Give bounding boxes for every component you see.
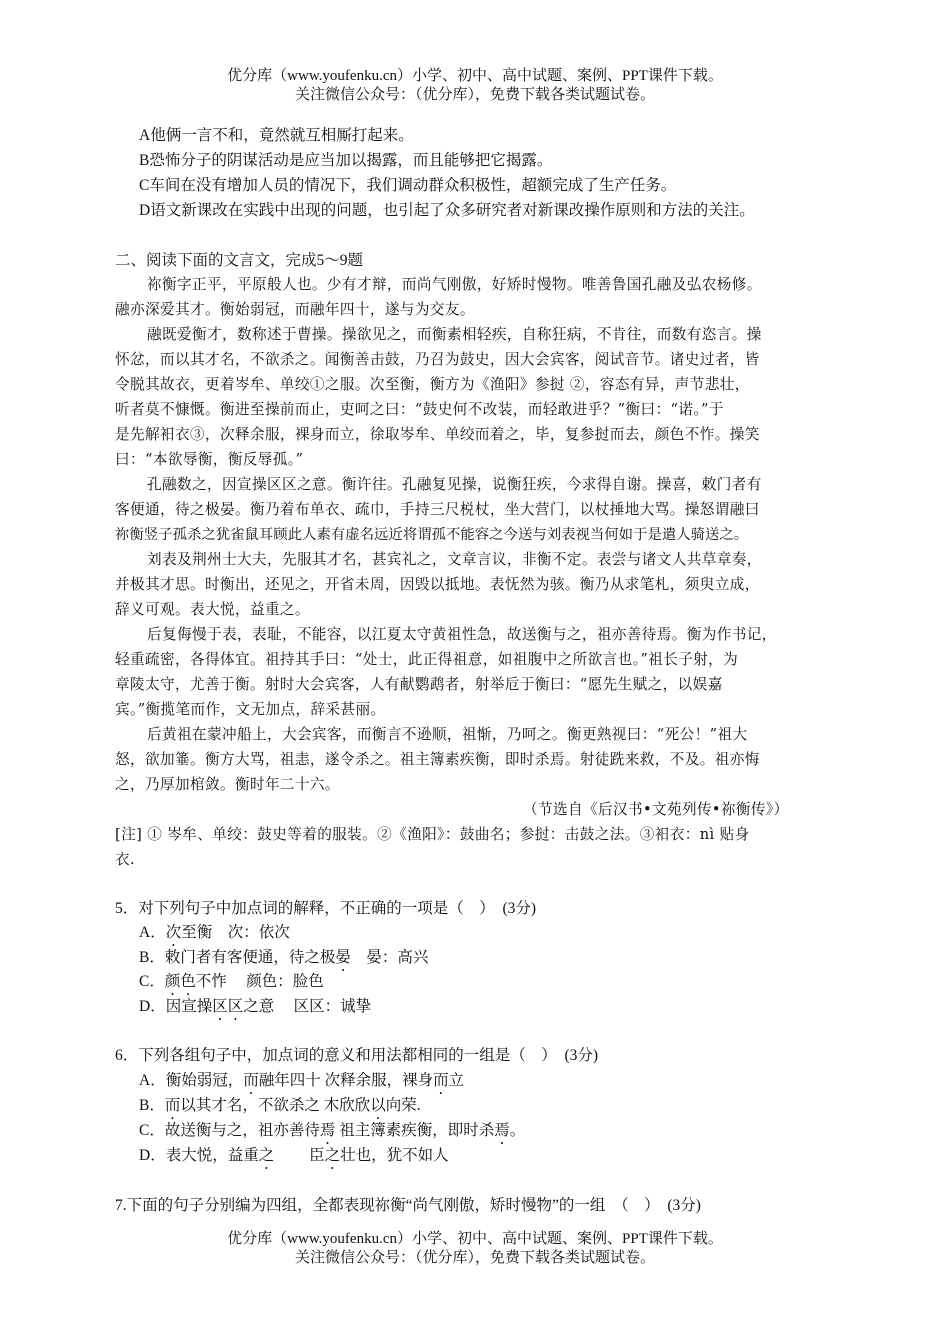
option-prefix: A． xyxy=(139,924,166,941)
header-line-2: 关注微信公众号：（优分库），免费下载各类试题试卷。 xyxy=(294,87,655,103)
option-text: 不怍 颜色：脸色 xyxy=(195,973,324,990)
footer-line-2: 关注微信公众号：（优分库），免费下载各类试题试卷。 xyxy=(294,1250,655,1266)
option-text: 至衡 次：依次 xyxy=(181,924,290,941)
option-text: 融年四十 xyxy=(258,1072,325,1089)
passage-line: 听者莫不慷慨。衡进至操前而止，吏呵之曰：“鼓史何不改装，而轻敢进乎？”衡曰：“诺。”于 xyxy=(115,401,724,418)
passage-source: （节选自《后汉书•文苑列传•祢衡传》） xyxy=(523,801,789,818)
option-text: 晏：高兴 xyxy=(350,949,429,966)
passage-line: 章陵太守，尤善于衡。射时大会宾客，人有献鹦鹉者，射举卮于衡曰：“愿先生赋之，以娱嘉 xyxy=(115,676,723,693)
passage-line: 宾。”衡揽笔而作，文无加点，辞采甚丽。 xyxy=(115,701,386,718)
q6-option-a xyxy=(139,1070,464,1098)
option-text: 立 xyxy=(448,1072,465,1089)
option-prefix: A． xyxy=(139,1072,166,1089)
dotted-word: 之 xyxy=(324,1147,341,1164)
passage-line: 融亦深爱其才。衡始弱冠，而融年四十，遂与为交友。 xyxy=(115,301,475,318)
option-prefix: B． xyxy=(139,949,165,966)
section-2-title: 二、阅读下面的文言文，完成5～9题 xyxy=(115,252,364,269)
q6-option-c xyxy=(139,1120,525,1148)
option-text: 。 xyxy=(509,1122,526,1139)
option-text: 之意 区区：诚挚 xyxy=(243,998,372,1015)
passage-line: 曰：“本欲辱衡，衡反辱孤。” xyxy=(115,451,304,468)
option-prefix: C． xyxy=(139,973,165,990)
option-text: 衡始弱冠， xyxy=(165,1072,244,1089)
passage-line: 辞义可观。表大悦，益重之。 xyxy=(115,601,310,618)
annotation-note: [注] ① 岑牟、单绞：鼓史等着的服装。②《渔阳》：鼓曲名；参挝：击鼓之法。③衵衣：nì 贴身 xyxy=(115,826,750,843)
option-text: 木欣欣 xyxy=(323,1097,371,1114)
option-text xyxy=(274,1147,309,1164)
q5-option-c xyxy=(139,971,324,999)
annotation-note-cont: 衣. xyxy=(115,851,136,868)
q6-option-d xyxy=(139,1145,449,1173)
footer-line-1: 优分库（www.youfenku.cn）小学、初中、高中试题、案例、PPT课件下载。 xyxy=(227,1231,723,1247)
passage-line: 祢衡竖子孤杀之犹雀鼠耳顾此人素有虚名远近将谓孤不能容之今送与刘表视当何如于是遣人骑送之。 xyxy=(115,527,749,543)
passage-line: 并极其才思。时衡出，还见之，开省未周，因毁以抵地。表怃然为骇。衡乃从求笔札，须臾立成， xyxy=(115,576,760,593)
passage-line: 怒，欲加箠。衡方大骂，祖恚，遂令杀之。祖主簿素疾衡，即时杀焉。射徒跣来救，不及。祖亦悔 xyxy=(115,751,760,768)
option-text: 以其才名，不欲杀之 xyxy=(180,1097,324,1114)
option-text: 壮也，犹不如人 xyxy=(340,1147,449,1164)
passage-line: 怀忿，而以其才名，不欲杀之。闻衡善击鼓，乃召为鼓史，因大会宾客，阅试音节。诸史过者，皆 xyxy=(115,351,760,368)
passage-line: 客便通，待之极晏。衡乃着布单衣、疏巾，手持三尺棁杖，坐大营门，以杖捶地大骂。操怒谓融曰 xyxy=(115,501,760,518)
q4-option-a: A他俩一言不和，竟然就互相厮打起来。 xyxy=(139,127,414,144)
q5-stem: 5．对下列句子中加点词的解释，不正确的一项是（ ） (3分) xyxy=(115,900,537,917)
option-text: 故送衡与之，祖亦善待 xyxy=(164,1122,320,1139)
dotted-word: 次 xyxy=(165,924,182,941)
dotted-word: 区区 xyxy=(212,998,244,1015)
q4-option-c: C车间在没有增加人员的情况下，我们调动群众积极性，超额完成了生产任务。 xyxy=(139,177,677,194)
passage-line: 孔融数之，因宣操区区之意。衡许往。孔融复见操，说衡狂疾，今求得自谢。操喜，敕门者有 xyxy=(147,476,762,493)
option-prefix: B． xyxy=(139,1097,165,1114)
option-prefix: D． xyxy=(139,1147,166,1164)
passage-line: 刘表及荆州士大夫，先服其才名，甚宾礼之，文章言议，非衡不定。表尝与诸文人共草章奏， xyxy=(147,551,762,568)
q6-option-b xyxy=(139,1095,421,1123)
passage-line: 后黄祖在蒙冲船上，大会宾客，而衡言不逊顺，祖惭，乃呵之。衡更熟视曰：“死公！”祖大 xyxy=(147,726,748,743)
option-text: 表大悦，益重 xyxy=(165,1147,259,1164)
option-prefix: C． xyxy=(139,1122,165,1139)
passage-line: 之，乃厚加棺敛。衡时年二十六。 xyxy=(115,776,340,793)
passage-line: 融既爱衡才，数称述于曹操。操欲见之，而衡素相轻疾，自称狂病，不肯往，而数有恣言。操 xyxy=(147,326,762,343)
dotted-word: 以 xyxy=(370,1097,386,1114)
dotted-word: 颜色 xyxy=(164,973,196,990)
option-text: 因宣操 xyxy=(165,998,213,1015)
q4-option-b: B恐怖分子的阴谋活动是应当加以揭露，而且能够把它揭露。 xyxy=(139,152,553,169)
option-text: 次释余服，裸身 xyxy=(324,1072,434,1089)
option-text: 祖主簿素疾衡，即时杀 xyxy=(339,1122,495,1139)
q5-option-a xyxy=(139,922,290,950)
page-header xyxy=(0,67,950,105)
q6-stem: 6．下列各组句子中，加点词的意义和用法都相同的一组是（ ） (3分) xyxy=(115,1047,599,1064)
passage-line: 轻重疏密，各得体宜。祖持其手曰：“处士，此正得祖意，如祖腹中之所欲言也。”祖长子射，为 xyxy=(115,651,739,668)
q4-option-d: D语文新课改在实践中出现的问题，也引起了众多研究者对新课改操作原则和方法的关注。 xyxy=(139,202,755,219)
option-text: 向荣. xyxy=(385,1097,421,1114)
option-text: 敕门者有客便通，待之极 xyxy=(164,949,336,966)
dotted-word: 而 xyxy=(433,1072,449,1089)
dotted-word: 晏 xyxy=(335,949,351,966)
passage-line: 后复侮慢于表，表耻，不能容，以江夏太守黄祖性急，故送衡与之，祖亦善待焉。衡为作书记， xyxy=(147,626,777,643)
header-line-1: 优分库（www.youfenku.cn）小学、初中、高中试题、案例、PPT课件下载。 xyxy=(227,68,723,84)
page-footer xyxy=(0,1230,950,1268)
dotted-word: 之 xyxy=(258,1147,275,1164)
dotted-word: 而 xyxy=(164,1097,181,1114)
option-text: 臣 xyxy=(309,1147,325,1164)
option-prefix: D． xyxy=(139,998,166,1015)
dotted-word: 而 xyxy=(243,1072,259,1089)
q5-option-d xyxy=(139,996,371,1024)
q7-stem: 7.下面的句子分别编为四组，全都表现祢衡“尚气刚傲，矫时慢物”的一组 （ ） (3分) xyxy=(115,1197,701,1214)
passage-line: 是先解衵衣③，次释余服，裸身而立，徐取岑牟、单绞而着之，毕，复参挝而去，颜色不怍。操笑 xyxy=(115,426,760,443)
passage-line: 祢衡字正平，平原般人也。少有才辩，而尚气刚傲，好矫时慢物。唯善鲁国孔融及弘农杨修。 xyxy=(147,276,762,293)
passage-line: 令脱其故衣，更着岑牟、单绞①之服。次至衡，衡方为《渔阳》参挝 ②，容态有异，声节悲壮， xyxy=(115,376,750,393)
dotted-word: 焉 xyxy=(319,1122,336,1139)
dotted-word: 焉 xyxy=(494,1122,510,1139)
